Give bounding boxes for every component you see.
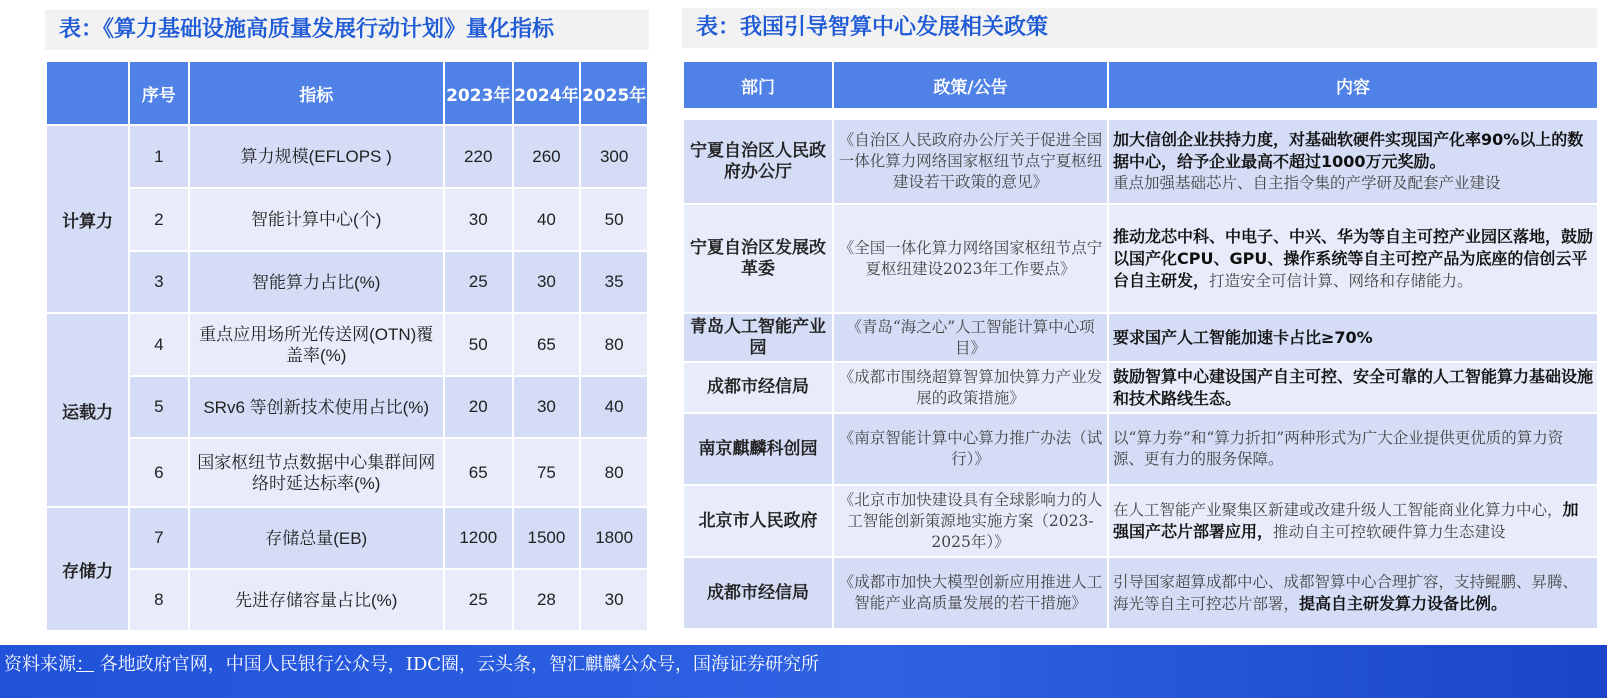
row-indicator: 存储总量(EB)	[189, 507, 444, 569]
content-emphasis: 鼓励智算中心建设国产自主可控、安全可靠的人工智能算力基础设施和技术路线生态。	[1113, 366, 1594, 408]
source-label: 资料来源	[4, 654, 76, 675]
row-content	[1108, 485, 1598, 557]
row-number: 8	[129, 569, 188, 631]
table-row	[683, 119, 1598, 204]
value-2024: 260	[513, 125, 581, 188]
table-row	[683, 485, 1598, 557]
content-emphasis: 要求国产人工智能加速卡占比≥70%	[1113, 327, 1373, 347]
content-text: 打造安全可信计算、网络和存储能力。	[1209, 271, 1473, 290]
header-department: 部门	[683, 61, 833, 109]
row-number: 2	[129, 188, 188, 251]
table-header-row	[46, 61, 648, 125]
row-department: 成都市经信局	[683, 362, 833, 413]
spacer-row	[683, 109, 1598, 119]
header-indicator: 指标	[189, 61, 444, 125]
content-text: 引导国家超算成都中心、成都智算中心合理扩容，支持鲲鹏、昇腾、海光等自主可控芯片部署，	[1113, 572, 1579, 613]
row-content	[1108, 313, 1598, 362]
row-indicator: 先进存储容量占比(%)	[189, 569, 444, 631]
header-2023: 2023年	[444, 61, 513, 125]
left-table-title: 表：《算力基础设施高质量发展行动计划》量化指标	[45, 10, 649, 50]
content-text: 以“算力券”和“算力折扣”两种形式为广大企业提供更优质的算力资源、更有力的服务保障。	[1113, 429, 1564, 468]
table-row	[46, 313, 648, 376]
row-policy: 《成都市围绕超算智算加快算力产业发展的政策措施》	[833, 362, 1108, 413]
value-2024: 28	[513, 569, 581, 631]
value-2024: 65	[513, 313, 581, 376]
table-row	[683, 362, 1598, 413]
table-row	[683, 313, 1598, 362]
row-department: 青岛人工智能产业园	[683, 313, 833, 362]
content-emphasis: 提高自主研发算力设备比例。	[1299, 593, 1508, 613]
table-row	[683, 204, 1598, 313]
row-department: 宁夏自治区人民政府办公厅	[683, 119, 833, 204]
row-department: 北京市人民政府	[683, 485, 833, 557]
source-colon: ：	[76, 654, 94, 675]
row-policy: 《全国一体化算力网络国家枢纽节点宁夏枢纽建设2023年工作要点》	[833, 204, 1108, 313]
header-category	[46, 61, 129, 125]
policy-table	[682, 60, 1599, 630]
content-emphasis: 推动龙芯中科、中电子、中兴、华为等自主可控产业园区落地，鼓励以国产化CPU、GPU、操作系统等自主可控产品为底座的信创云平台自主研发，	[1113, 226, 1594, 290]
row-policy: 《南京智能计算中心算力推广办法（试行）》	[833, 413, 1108, 485]
category-transport: 运载力	[46, 313, 129, 507]
row-content	[1108, 413, 1598, 485]
table-row	[683, 413, 1598, 485]
content-emphasis: 加强国产芯片部署应用，	[1113, 500, 1579, 541]
row-policy: 《北京市加快建设具有全球影响力的人工智能创新策源地实施方案（2023-2025年）》	[833, 485, 1108, 557]
value-2024: 75	[513, 438, 581, 507]
row-department: 南京麒麟科创园	[683, 413, 833, 485]
row-number: 5	[129, 376, 188, 438]
value-2025: 300	[580, 125, 648, 188]
value-2024: 40	[513, 188, 581, 251]
row-indicator: 智能计算中心(个)	[189, 188, 444, 251]
category-storage: 存储力	[46, 507, 129, 631]
source-footer	[0, 645, 1607, 698]
row-content	[1108, 557, 1598, 629]
row-number: 1	[129, 125, 188, 188]
row-department: 宁夏自治区发展改革委	[683, 204, 833, 313]
row-number: 7	[129, 507, 188, 569]
value-2025: 40	[580, 376, 648, 438]
header-number: 序号	[129, 61, 188, 125]
row-content	[1108, 119, 1598, 204]
row-policy: 《青岛“海之心”人工智能计算中心项目》	[833, 313, 1108, 362]
row-number: 3	[129, 251, 188, 313]
row-content	[1108, 362, 1598, 413]
value-2025: 30	[580, 569, 648, 631]
header-2025: 2025年	[580, 61, 648, 125]
header-policy: 政策/公告	[833, 61, 1108, 109]
value-2023: 20	[444, 376, 513, 438]
content-text: 推动自主可控软硬件算力生态建设	[1273, 523, 1506, 541]
row-number: 6	[129, 438, 188, 507]
value-2025: 1800	[580, 507, 648, 569]
quantitative-indicators-table	[45, 60, 649, 632]
row-department: 成都市经信局	[683, 557, 833, 629]
row-indicator: 算力规模(EFLOPS )	[189, 125, 444, 188]
value-2023: 25	[444, 251, 513, 313]
row-indicator: 智能算力占比(%)	[189, 251, 444, 313]
value-2024: 30	[513, 376, 581, 438]
row-indicator: SRv6 等创新技术使用占比(%)	[189, 376, 444, 438]
table-row	[46, 438, 648, 507]
table-row	[46, 125, 648, 188]
table-header-row	[683, 61, 1598, 109]
right-table-title: 表：我国引导智算中心发展相关政策	[682, 8, 1597, 48]
row-content	[1108, 204, 1598, 313]
content-text: 重点加强基础芯片、自主指令集的产学研及配套产业建设	[1113, 174, 1501, 192]
value-2023: 30	[444, 188, 513, 251]
row-number: 4	[129, 313, 188, 376]
header-2024: 2024年	[513, 61, 581, 125]
table-row	[46, 188, 648, 251]
value-2025: 50	[580, 188, 648, 251]
value-2023: 1200	[444, 507, 513, 569]
table-row	[683, 557, 1598, 629]
table-row	[46, 376, 648, 438]
value-2024: 1500	[513, 507, 581, 569]
source-text: 各地政府官网，中国人民银行公众号，IDC圈，云头条，智汇麒麟公众号，国海证券研究所	[99, 654, 820, 675]
row-indicator: 国家枢纽节点数据中心集群间网络时延达标率(%)	[189, 438, 444, 507]
content-emphasis: 加大信创企业扶持力度，对基础软硬件实现国产化率90%以上的数据中心，给予企业最高不超过1000万元奖励。	[1113, 130, 1584, 171]
value-2023: 65	[444, 438, 513, 507]
value-2025: 35	[580, 251, 648, 313]
row-policy: 《自治区人民政府办公厅关于促进全国一体化算力网络国家枢纽节点宁夏枢纽建设若干政策的意见》	[833, 119, 1108, 204]
value-2025: 80	[580, 313, 648, 376]
content-text: 在人工智能产业聚集区新建或改建升级人工智能商业化算力中心，	[1113, 501, 1563, 519]
table-row	[46, 569, 648, 631]
value-2024: 30	[513, 251, 581, 313]
category-compute: 计算力	[46, 125, 129, 313]
value-2025: 80	[580, 438, 648, 507]
value-2023: 25	[444, 569, 513, 631]
value-2023: 220	[444, 125, 513, 188]
value-2023: 50	[444, 313, 513, 376]
header-content: 内容	[1108, 61, 1598, 109]
table-row	[46, 507, 648, 569]
row-indicator: 重点应用场所光传送网(OTN)覆盖率(%)	[189, 313, 444, 376]
table-row	[46, 251, 648, 313]
row-policy: 《成都市加快大模型创新应用推进人工智能产业高质量发展的若干措施》	[833, 557, 1108, 629]
